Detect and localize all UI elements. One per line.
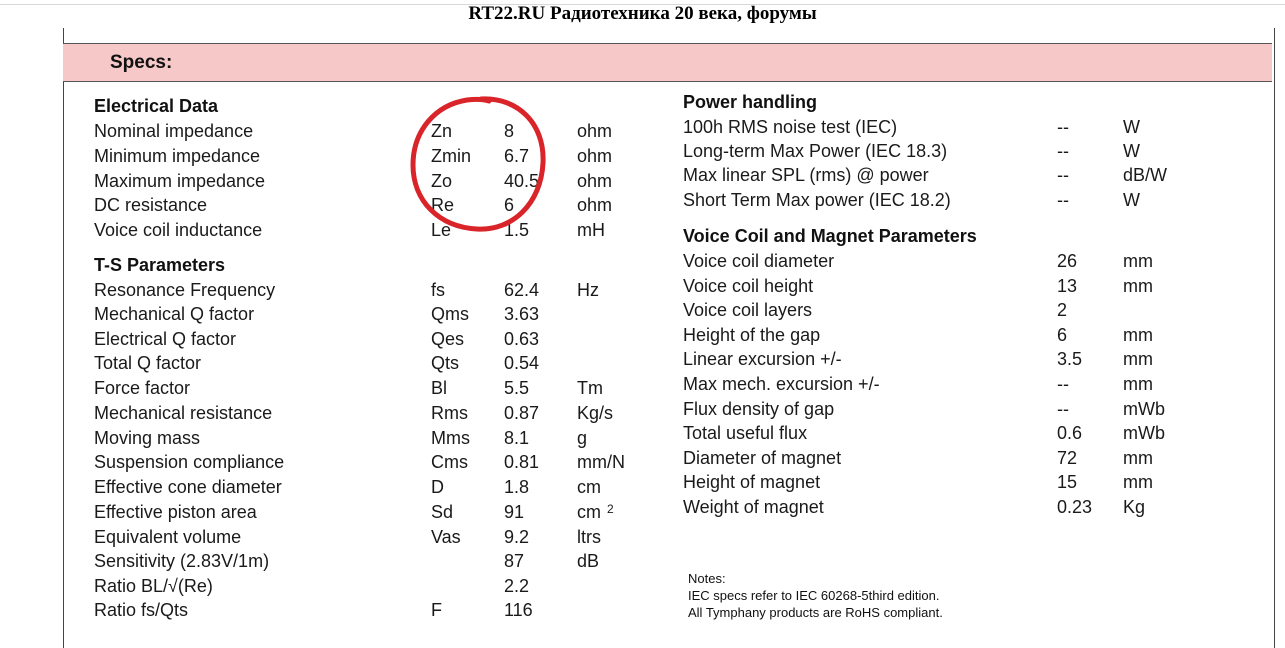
spec-label: Mechanical Q factor	[94, 304, 255, 324]
spec-value: 0.87	[504, 403, 540, 423]
spec-value: 40.5	[504, 171, 540, 191]
ts-parameters-heading: T-S Parameters	[94, 255, 226, 275]
spec-label: Force factor	[94, 378, 191, 398]
spec-value: 91	[504, 502, 525, 522]
spec-label: Linear excursion +/-	[683, 349, 842, 369]
spec-value: 6	[1057, 325, 1068, 345]
spec-label: DC resistance	[94, 195, 208, 215]
spec-value: 72	[1057, 448, 1078, 468]
spec-unit: mm	[1123, 349, 1153, 369]
notes-block	[688, 570, 943, 621]
spec-value: 8	[504, 121, 515, 141]
spec-symbol: Zmin	[431, 146, 471, 166]
spec-label: Short Term Max power (IEC 18.2)	[683, 190, 951, 210]
spec-label: Total Q factor	[94, 353, 202, 373]
spec-unit: Kg	[1123, 497, 1146, 517]
spec-unit: mWb	[1123, 399, 1165, 419]
spec-value: 13	[1057, 276, 1078, 296]
spec-label: Max mech. excursion +/-	[683, 374, 880, 394]
spec-symbol: Sd	[431, 502, 454, 522]
spec-unit: ohm	[577, 121, 613, 141]
spec-symbol: Mms	[431, 428, 470, 448]
spec-unit: W	[1123, 117, 1140, 137]
spec-label: Suspension compliance	[94, 452, 285, 472]
spec-label: Voice coil height	[683, 276, 814, 296]
spec-label: Effective piston area	[94, 502, 257, 522]
spec-value: 87	[504, 551, 525, 571]
unit-superscript: 2	[607, 502, 614, 516]
spec-label: Height of the gap	[683, 325, 821, 345]
spec-label: Weight of magnet	[683, 497, 824, 517]
spec-symbol: Zn	[431, 121, 453, 141]
notes-line: IEC specs refer to IEC 60268-5third edition.	[688, 588, 940, 603]
electrical-data-heading: Electrical Data	[94, 96, 219, 116]
spec-label: Voice coil diameter	[683, 251, 835, 271]
spec-unit: W	[1123, 141, 1140, 161]
spec-label: Diameter of magnet	[683, 448, 842, 468]
spec-symbol: Le	[431, 220, 452, 240]
spec-value: 15	[1057, 472, 1078, 492]
specs-heading: Specs:	[110, 52, 173, 73]
spec-value: 62.4	[504, 280, 540, 300]
spec-value: --	[1057, 117, 1069, 137]
spec-value: 3.5	[1057, 349, 1083, 369]
spec-value: 6	[504, 195, 515, 215]
spec-value: 3.63	[504, 304, 540, 324]
spec-label: Sensitivity (2.83V/1m)	[94, 551, 270, 571]
spec-label: Total useful flux	[683, 423, 808, 443]
spec-value: 1.8	[504, 477, 530, 497]
spec-unit: mm	[1123, 276, 1153, 296]
spec-value: 1.5	[504, 220, 530, 240]
spec-label: Moving mass	[94, 428, 201, 448]
spec-unit	[577, 502, 614, 523]
spec-value: 5.5	[504, 378, 530, 398]
spec-unit: mH	[577, 220, 605, 240]
spec-unit: cm	[577, 477, 601, 497]
spec-unit: ohm	[577, 146, 613, 166]
spec-symbol: Qes	[431, 329, 465, 349]
spec-label: Voice coil inductance	[94, 220, 263, 240]
spec-value: 0.63	[504, 329, 540, 349]
spec-unit: mm	[1123, 251, 1153, 271]
spec-label: Equivalent volume	[94, 527, 242, 547]
spec-symbol: fs	[431, 280, 446, 300]
spec-label: Maximum impedance	[94, 171, 266, 191]
red-circle-annotation	[405, 95, 555, 237]
specs-header-band	[63, 43, 1272, 82]
red-circle-stroke	[413, 99, 543, 229]
spec-value: 0.81	[504, 452, 540, 472]
spec-label: 100h RMS noise test (IEC)	[683, 117, 898, 137]
spec-value: 0.23	[1057, 497, 1093, 517]
unit-base: cm	[577, 502, 601, 522]
voice-coil-magnet-heading: Voice Coil and Magnet Parameters	[683, 226, 977, 246]
spec-symbol: Zo	[431, 171, 453, 191]
notes-title: Notes:	[688, 571, 726, 586]
spec-label: Mechanical resistance	[94, 403, 273, 423]
site-title: RT22.RU Радиотехника 20 века, форумы	[468, 3, 817, 24]
spec-label: Effective cone diameter	[94, 477, 282, 497]
spec-unit: mWb	[1123, 423, 1165, 443]
spec-value: 8.1	[504, 428, 530, 448]
spec-unit: ohm	[577, 195, 613, 215]
spec-symbol: F	[431, 600, 442, 620]
spec-label: Height of magnet	[683, 472, 821, 492]
spec-value: 116	[504, 600, 533, 620]
spec-unit: Tm	[577, 378, 603, 398]
spec-label: Nominal impedance	[94, 121, 254, 141]
spec-label: Voice coil layers	[683, 300, 813, 320]
spec-value: --	[1057, 141, 1069, 161]
spec-value: 9.2	[504, 527, 530, 547]
spec-label: Long-term Max Power (IEC 18.3)	[683, 141, 948, 161]
spec-unit: Kg/s	[577, 403, 614, 423]
spec-unit: ltrs	[577, 527, 601, 547]
spec-value: 0.54	[504, 353, 540, 373]
spec-symbol: Qts	[431, 353, 460, 373]
spec-unit: mm	[1123, 448, 1153, 468]
spec-unit: Hz	[577, 280, 599, 300]
spec-unit: g	[577, 428, 588, 448]
spec-symbol: Rms	[431, 403, 468, 423]
spec-value: --	[1057, 165, 1069, 185]
spec-unit: mm	[1123, 325, 1153, 345]
spec-value: 2.2	[504, 576, 530, 596]
notes-line: All Tymphany products are RoHS compliant.	[688, 605, 943, 620]
spec-value: --	[1057, 190, 1069, 210]
spec-symbol: Bl	[431, 378, 448, 398]
spec-value: 0.6	[1057, 423, 1083, 443]
spec-unit: mm	[1123, 374, 1153, 394]
spec-unit: dB/W	[1123, 165, 1168, 185]
spec-unit: dB	[577, 551, 600, 571]
spec-value: --	[1057, 399, 1069, 419]
spec-symbol: Vas	[431, 527, 461, 547]
spec-label: Max linear SPL (rms) @ power	[683, 165, 929, 185]
spec-label: Flux density of gap	[683, 399, 835, 419]
spec-value: --	[1057, 374, 1069, 394]
spec-value: 6.7	[504, 146, 530, 166]
spec-symbol: Qms	[431, 304, 469, 324]
spec-value: 2	[1057, 300, 1068, 320]
spec-label: Resonance Frequency	[94, 280, 276, 300]
spec-symbol: Cms	[431, 452, 468, 472]
spec-value: 26	[1057, 251, 1078, 271]
spec-symbol: Re	[431, 195, 455, 215]
spec-label: Minimum impedance	[94, 146, 261, 166]
power-handling-heading: Power handling	[683, 92, 818, 112]
spec-label: Ratio BL/√(Re)	[94, 576, 213, 596]
spec-unit: mm	[1123, 472, 1153, 492]
spec-unit: mm/N	[577, 452, 625, 472]
spec-label: Ratio fs/Qts	[94, 600, 189, 620]
spec-symbol: D	[431, 477, 444, 497]
spec-label: Electrical Q factor	[94, 329, 237, 349]
spec-unit: ohm	[577, 171, 613, 191]
spec-unit: W	[1123, 190, 1140, 210]
